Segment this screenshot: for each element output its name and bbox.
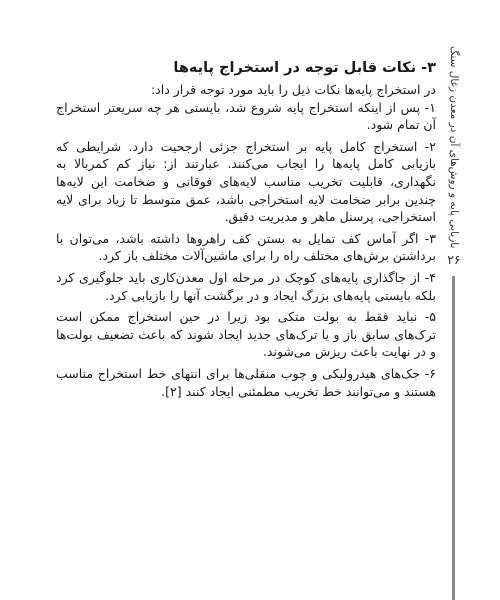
page-number: ۲۶ [447,252,461,267]
list-item-6: ۶- جک‌های هیدرولیکی و چوب منقلی‌ها برای انتهای خط استخراج مناسب هستند و می‌توانند خط تخریب مطمئنی ایجاد کنند [۲]. [56,365,436,399]
section-intro: در استخراج پایه‌ها نکات ذیل را باید مورد توجه قرار داد: [150,82,436,97]
running-title-column [441,46,467,276]
list-item-2: ۲- استخراج کامل پایه بر استخراج جزئی ارجحیت دارد. شرایطی که بازیابی کامل پایه‌ها را ایجاب می‌کنند. عبارتند از: نیاز کم کمربالا به نگهداری، قابلیت تخریب مناسب لایه‌های فوقانی و ضخامت این لایه‌ها چندین برابر ضخامت لایه استخراجی باشد، عمق متوسط تا زیاد برای لایه استخراجی، پرسنل ماهر و مدیریت دقیق. [56,138,436,225]
list-item-4: ۴- از جاگذاری پایه‌های کوچک در مرحله اول معدن‌کاری باید جلوگیری کرد بلکه بایستی پایه‌های بزرگ ایجاد و در برگشت آنها را بازیابی کرد. [56,269,436,303]
margin-rule [452,276,455,600]
main-text-block [56,58,436,400]
list-item-1: ۱- پس از اینکه استخراج پایه شروع شد، بایستی هر چه سریعتر استخراج آن تمام شود. [56,99,436,133]
running-title: بازیابی پایه و روش‌های آن در معدن زغال سنگ [448,46,460,249]
section-heading: ۳- نکات قابل توجه در استخراج پایه‌ها [173,60,436,76]
list-item-5: ۵- نباید فقط به بولت متکی بود زیرا در حین استخراج ممکن است ترک‌های سابق باز و یا ترک‌های جدید ایجاد شوند که باعث تضعیف بولت‌ها و در نهایت باعث ریزش می‌شوند. [56,309,436,360]
list-item-3: ۳- اگر آماس کف تمایل به بستن کف راهروها داشته باشد، می‌توان با برداشتن برش‌های مختلف راه را برای ماشین‌آلات مختلف باز کرد. [56,230,436,264]
